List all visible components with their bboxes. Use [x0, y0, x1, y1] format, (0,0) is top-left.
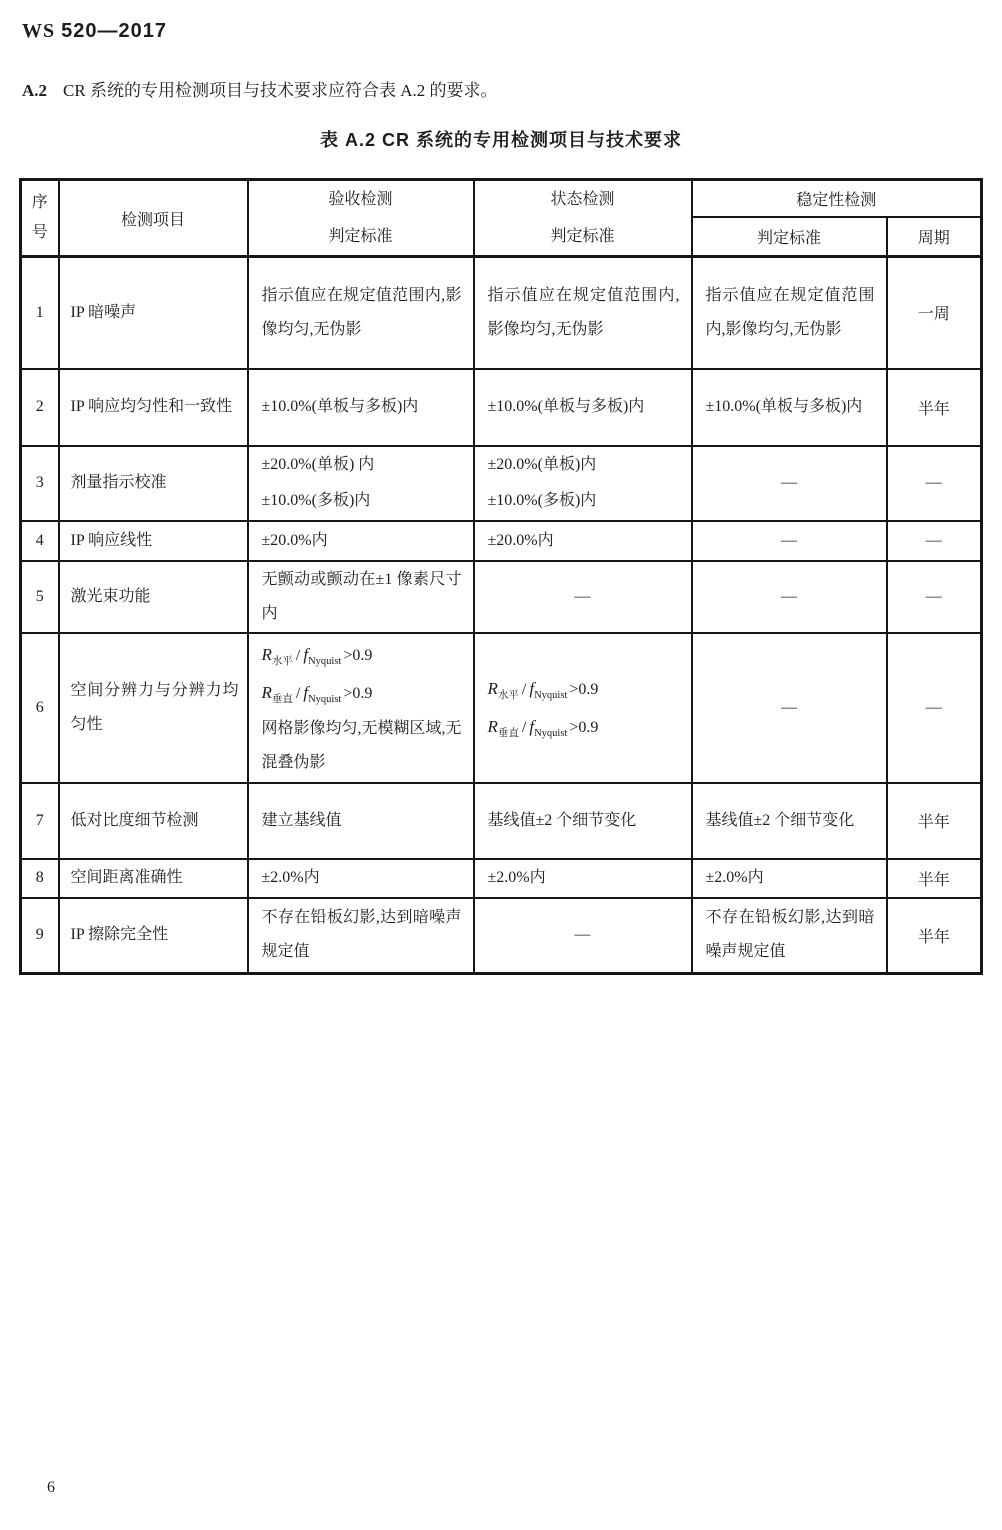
- formula-subscript: 垂直: [271, 693, 293, 705]
- cell-period: 半年: [887, 369, 982, 446]
- formula-var: f: [303, 682, 309, 702]
- col-header-status-line1: 状态检测: [550, 191, 615, 208]
- cell-acceptance: ±2.0%内: [248, 859, 474, 898]
- clause-label: A.2: [22, 81, 48, 100]
- formula-subscript: Nyquist: [308, 655, 342, 667]
- formula-subscript: Nyquist: [534, 689, 568, 701]
- cell-period: 半年: [887, 859, 982, 898]
- formula-r-vertical: [262, 674, 462, 712]
- cell-period: 一周: [887, 257, 982, 369]
- cell-stability: ±2.0%内: [692, 859, 887, 898]
- table-row: [21, 521, 982, 561]
- formula-comparison: >0.9: [569, 680, 599, 698]
- cell-serial: 4: [21, 521, 59, 561]
- table-row: [21, 859, 982, 898]
- cell-acceptance: ±20.0%(单板) 内 ±10.0%(多板)内: [248, 446, 474, 521]
- formula-operator: /: [521, 718, 527, 736]
- formula-var: R: [487, 716, 498, 736]
- cell-serial: 1: [21, 257, 59, 369]
- formula-operator: /: [295, 684, 301, 702]
- table-row: [21, 783, 982, 859]
- cell-item: 空间距离准确性: [59, 859, 248, 898]
- cell-item: IP 响应均匀性和一致性: [59, 369, 248, 446]
- cell-stability: ±10.0%(单板与多板)内: [692, 369, 887, 446]
- cell-acceptance: 建立基线值: [248, 783, 474, 859]
- formula-r-horizontal: [262, 636, 462, 674]
- table-caption: 表 A.2 CR 系统的专用检测项目与技术要求: [319, 130, 682, 150]
- cell-period: —: [887, 561, 982, 633]
- cell-status: 指示值应在规定值范围内,影像均匀,无伪影: [474, 257, 692, 369]
- cell-serial: 7: [21, 783, 59, 859]
- col-header-status: [474, 180, 692, 257]
- spec-table: [19, 178, 983, 975]
- formula-var: f: [529, 678, 535, 698]
- cell-status: 基线值±2 个细节变化: [474, 783, 692, 859]
- formula-var: f: [529, 716, 535, 736]
- cell-item: 剂量指示校准: [59, 446, 248, 521]
- page-number: 6: [47, 1479, 55, 1496]
- doc-number: [22, 20, 167, 43]
- table-row: [21, 898, 982, 974]
- formula-r-vertical: [488, 708, 680, 746]
- cell-item: IP 响应线性: [59, 521, 248, 561]
- cell-status: [474, 633, 692, 783]
- cell-stability: 基线值±2 个细节变化: [692, 783, 887, 859]
- cell-serial: 8: [21, 859, 59, 898]
- table-header: [21, 180, 982, 257]
- col-header-status-line2: 判定标准: [550, 228, 615, 245]
- formula-subscript: Nyquist: [534, 727, 568, 739]
- col-header-stability-criteria: 判定标准: [692, 217, 887, 257]
- table-body: [21, 257, 982, 974]
- col-header-serial-label: 序号: [31, 194, 48, 241]
- cell-item: IP 擦除完全性: [59, 898, 248, 974]
- formula-var: R: [487, 678, 498, 698]
- formula-subscript: 水平: [271, 655, 293, 667]
- cell-item: 激光束功能: [59, 561, 248, 633]
- table-row: [21, 257, 982, 369]
- doc-number-prefix: WS: [22, 20, 56, 42]
- formula-operator: /: [295, 646, 301, 664]
- cell-stability: —: [692, 521, 887, 561]
- col-header-acceptance-line1: 验收检测: [328, 191, 393, 208]
- formula-comparison: >0.9: [343, 646, 373, 664]
- cell-status: ±20.0%(单板)内 ±10.0%(多板)内: [474, 446, 692, 521]
- cell-acceptance: [248, 633, 474, 783]
- col-header-period: 周期: [887, 217, 982, 257]
- col-header-serial: [21, 180, 59, 257]
- formula-var: f: [303, 644, 309, 664]
- doc-number-value: 520—2017: [61, 20, 167, 42]
- col-header-acceptance-line2: 判定标准: [328, 228, 393, 245]
- cell-serial: 5: [21, 561, 59, 633]
- cell-acceptance: 无颤动或颤动在±1 像素尺寸内: [248, 561, 474, 633]
- cell-acceptance: ±10.0%(单板与多板)内: [248, 369, 474, 446]
- acceptance-note: 网格影像均匀,无模糊区域,无混叠伪影: [261, 719, 462, 771]
- formula-subscript: Nyquist: [308, 693, 342, 705]
- cell-acceptance: 指示值应在规定值范围内,影像均匀,无伪影: [248, 257, 474, 369]
- formula-subscript: 垂直: [497, 727, 519, 739]
- cell-stability: 不存在铅板幻影,达到暗噪声规定值: [692, 898, 887, 974]
- cell-status: ±10.0%(单板与多板)内: [474, 369, 692, 446]
- clause-a2-paragraph: [22, 76, 498, 101]
- cell-serial: 6: [21, 633, 59, 783]
- cell-status: —: [474, 898, 692, 974]
- col-header-acceptance: [248, 180, 474, 257]
- cell-period: —: [887, 633, 982, 783]
- cell-period: —: [887, 521, 982, 561]
- cell-stability: —: [692, 446, 887, 521]
- formula-comparison: >0.9: [569, 718, 599, 736]
- cell-stability: —: [692, 633, 887, 783]
- cell-period: —: [887, 446, 982, 521]
- cell-status: ±20.0%内: [474, 521, 692, 561]
- clause-text: CR 系统的专用检测项目与技术要求应符合表 A.2 的要求。: [63, 81, 498, 100]
- formula-operator: /: [521, 680, 527, 698]
- formula-comparison: >0.9: [343, 684, 373, 702]
- table-row: [21, 369, 982, 446]
- cell-acceptance: 不存在铅板幻影,达到暗噪声规定值: [248, 898, 474, 974]
- cell-serial: 9: [21, 898, 59, 974]
- cell-status: ±2.0%内: [474, 859, 692, 898]
- cell-stability: —: [692, 561, 887, 633]
- cell-acceptance: ±20.0%内: [248, 521, 474, 561]
- formula-var: R: [261, 682, 272, 702]
- col-header-item: 检测项目: [59, 180, 248, 257]
- table-row: [21, 561, 982, 633]
- cell-serial: 3: [21, 446, 59, 521]
- cell-serial: 2: [21, 369, 59, 446]
- cell-item: 空间分辨力与分辨力均匀性: [59, 633, 248, 783]
- formula-subscript: 水平: [497, 689, 519, 701]
- cell-item: 低对比度细节检测: [59, 783, 248, 859]
- cell-item: IP 暗噪声: [59, 257, 248, 369]
- cell-period: 半年: [887, 898, 982, 974]
- table-row: [21, 633, 982, 783]
- formula-r-horizontal: [488, 670, 680, 708]
- formula-var: R: [261, 644, 272, 664]
- cell-status: —: [474, 561, 692, 633]
- table-row: [21, 446, 982, 521]
- col-header-stability: 稳定性检测: [692, 180, 982, 217]
- cell-stability: 指示值应在规定值范围内,影像均匀,无伪影: [692, 257, 887, 369]
- cell-period: 半年: [887, 783, 982, 859]
